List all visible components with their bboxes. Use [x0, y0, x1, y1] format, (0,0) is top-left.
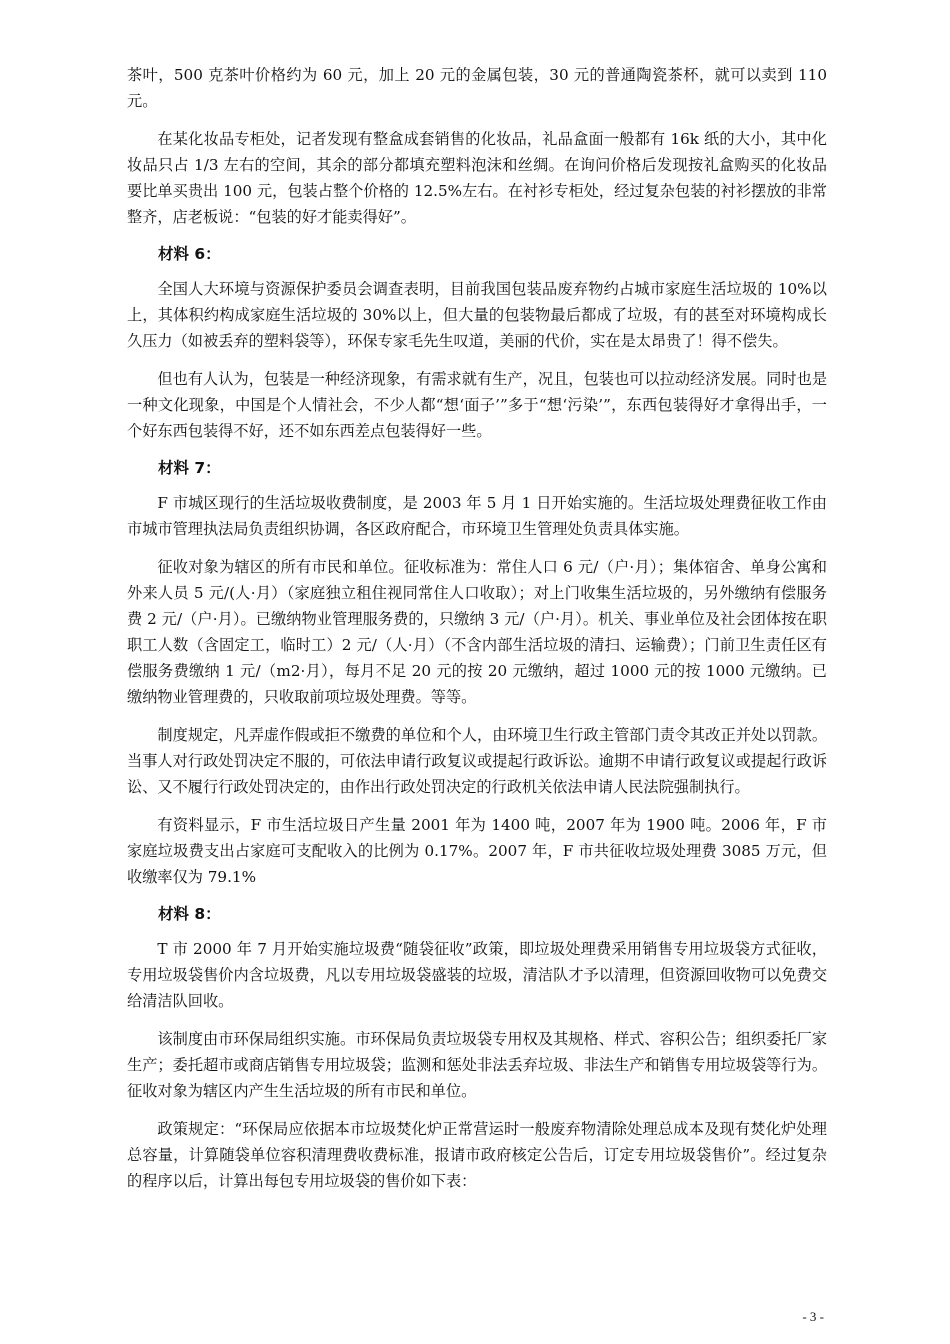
- paragraph-material-6-1: 全国人大环境与资源保护委员会调查表明，目前我国包装品废弃物约占城市家庭生活垃圾的 10%以上，其体积约构成家庭生活垃圾的 30%以上，但大量的包装物最后都成了垃圾，有的甚至对环境构成长久压力（如被丢弃的塑料袋等），环保专家毛先生叹道，美丽的代价，实在是太昂贵了！得不偿失。: [127, 280, 827, 350]
- paragraph-material-7-3: 制度规定，凡弄虚作假或拒不缴费的单位和个人，由环境卫生行政主管部门责令其改正并处以罚款。当事人对行政处罚决定不服的，可依法申请行政复议或提起行政诉讼。逾期不申请行政复议或提起行政诉讼、又不履行行政处罚决定的，由作出行政处罚决定的行政机关依法申请人民法院强制执行。: [127, 726, 827, 796]
- page-number: - 3 -: [802, 1309, 824, 1324]
- paragraph-material-8-2: 该制度由市环保局组织实施。市环保局负责垃圾袋专用权及其规格、样式、容积公告；组织委托厂家生产；委托超市或商店销售专用垃圾袋；监测和惩处非法丢弃垃圾、非法生产和销售专用垃圾袋等行为。征收对象为辖区内产生生活垃圾的所有市民和单位。: [127, 1030, 827, 1100]
- paragraph-material-7-2: 征收对象为辖区的所有市民和单位。征收标准为：常住人口 6 元/（户·月）；集体宿舍、单身公寓和外来人员 5 元/(人·月）（家庭独立租住视同常住人口收取）；对上门收集生活垃圾的，另外缴纳有偿服务费 2 元/（户·月）。已缴纳物业管理服务费的，只缴纳 3 元/（户·月）。机关、事业单位及社会团体按在职职工人数（含固定工，临时工）2 元/（人·月）（不含内部生活垃圾的清扫、运输费）；门前卫生责任区有偿服务费缴纳 1 元/（m2·月），每月不足 20 元的按 20 元缴纳，超过 1000 元的按 1000 元缴纳。已缴纳物业管理费的，只收取前项垃圾处理费。等等。: [127, 558, 827, 706]
- paragraph-material-8-1: T 市 2000 年 7 月开始实施垃圾费“随袋征收”政策，即垃圾处理费采用销售专用垃圾袋方式征收，专用垃圾袋售价内含垃圾费，凡以专用垃圾袋盛装的垃圾，清洁队才予以清理，但资源回收物可以免费交给清洁队回收。: [127, 940, 827, 1010]
- paragraph-material-7-1: F 市城区现行的生活垃圾收费制度，是 2003 年 5 月 1 日开始实施的。生活垃圾处理费征收工作由市城市管理执法局负责组织协调，各区政府配合，市环境卫生管理处负责具体实施。: [127, 494, 827, 538]
- paragraph-material-8-3: 政策规定：“环保局应依据本市垃圾焚化炉正常营运时一般废弃物清除处理总成本及现有焚化炉处理总容量，计算随袋单位容积清理费收费标准，报请市政府核定公告后，订定专用垃圾袋售价”。经过复杂的程序以后，计算出每包专用垃圾袋的售价如下表：: [127, 1120, 827, 1190]
- heading-material-7: 材料 7：: [158, 459, 221, 477]
- heading-material-6: 材料 6：: [158, 245, 221, 263]
- body-text: [127, 62, 827, 1206]
- paragraph-material-7-4: 有资料显示，F 市生活垃圾日产生量 2001 年为 1400 吨，2007 年为 1900 吨。2006 年，F 市家庭垃圾费支出占家庭可支配收入的比例为 0.17%。2007 年，F 市共征收垃圾处理费 3085 万元，但收缴率仅为 79.1%: [127, 816, 827, 886]
- paragraph-cosmetics: 在某化妆品专柜处，记者发现有整盒成套销售的化妆品，礼品盒面一般都有 16k 纸的大小，其中化妆品只占 1/3 左右的空间，其余的部分都填充塑料泡沫和丝绸。在询问价格后发现按礼盒购买的化妆品要比单买贵出 100 元，包装占整个价格的 12.5%左右。在衬衫专柜处，经过复杂包装的衬衫摆放的非常整齐，店老板说：“包装的好才能卖得好”。: [127, 130, 827, 226]
- paragraph-material-6-2: 但也有人认为，包装是一种经济现象，有需求就有生产，况且，包装也可以拉动经济发展。同时也是一种文化现象，中国是个人情社会，不少人都“想‘面子’”多于“想‘污染’”，东西包装得好才拿得出手，一个好东西包装得不好，还不如东西差点包装得好一些。: [127, 370, 827, 440]
- paragraph-tea-price: 茶叶，500 克茶叶价格约为 60 元，加上 20 元的金属包装，30 元的普通陶瓷茶杯，就可以卖到 110 元。: [127, 66, 827, 110]
- heading-material-8: 材料 8：: [158, 905, 221, 923]
